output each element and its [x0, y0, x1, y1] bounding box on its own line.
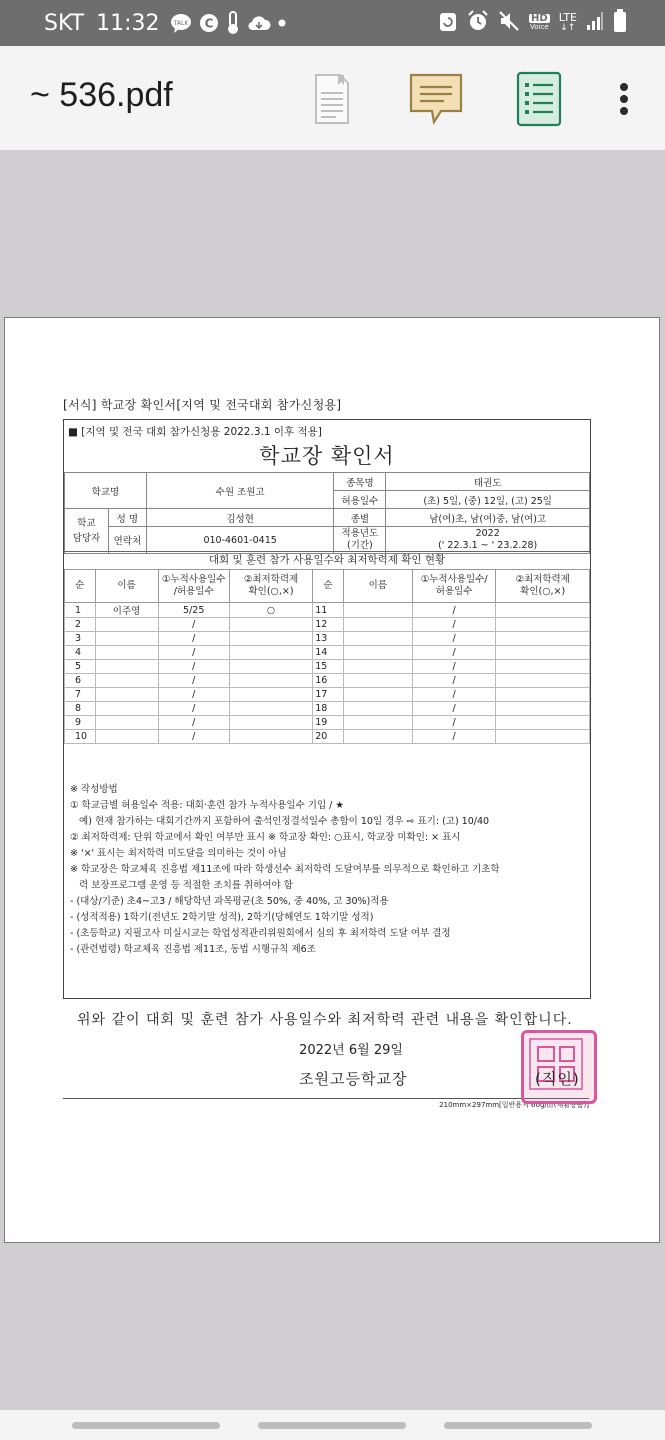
alarm-icon	[467, 10, 489, 36]
status-right	[438, 0, 627, 46]
row-min	[229, 618, 312, 632]
row-days-right: /	[412, 674, 495, 688]
row-number: 5	[65, 660, 96, 674]
carrier-label: SKT	[44, 10, 85, 36]
note-line: - (대상/기준) 초4~고3 / 해당학년 과목평균(초 50%, 중 40%, 고 30%)적용	[70, 896, 389, 907]
svg-text:C: C	[204, 16, 213, 31]
c-badge-icon	[199, 13, 219, 33]
name-value: 김성현	[146, 509, 334, 527]
comment-button[interactable]	[408, 70, 464, 128]
note-line: ※ 학교장은 학교체육 진흥법 제11조에 따라 학생선수 최저학력 도달여부를 의무적으로 확인하고 기초학	[70, 864, 500, 875]
row-name	[95, 646, 158, 660]
period-range: (' 22.3.1 ~ ' 23.2.28)	[438, 540, 538, 551]
table-row	[65, 730, 590, 744]
lte-label: LTE	[558, 11, 577, 24]
note-line: - (성적적용) 1학기(전년도 2학기말 성적), 2학기(당해연도 1학기말 성적)	[70, 912, 374, 923]
row-number: 4	[65, 646, 96, 660]
col-days: ①누적사용일수 /허용일수	[158, 570, 229, 603]
row-number-right: 15	[313, 660, 344, 674]
col-no-right: 순	[313, 570, 344, 603]
comment-icon	[408, 71, 464, 127]
row-number: 1	[65, 603, 96, 618]
row-min	[229, 632, 312, 646]
document-title: ~ 536.pdf	[30, 76, 173, 114]
more-vertical-icon	[619, 82, 629, 116]
row-days: /	[158, 702, 229, 716]
document-content	[63, 396, 599, 1110]
navigation-bar	[0, 1410, 665, 1440]
row-days: /	[158, 730, 229, 744]
row-name	[95, 688, 158, 702]
row-min-right	[496, 660, 590, 674]
row-days-right: /	[412, 632, 495, 646]
event-value: 태권도	[386, 473, 590, 491]
row-number: 10	[65, 730, 96, 744]
row-number-right: 19	[313, 716, 344, 730]
talk-icon	[170, 13, 192, 33]
issue-date: 2022년 6월 29일	[299, 1043, 403, 1058]
row-days: /	[158, 632, 229, 646]
paper-spec: 210mm×297mm[일반용지 60g/㎡(재활용품)]	[439, 1101, 589, 1109]
row-number-right: 18	[313, 702, 344, 716]
row-min	[229, 660, 312, 674]
row-days-right: /	[412, 646, 495, 660]
battery-icon	[613, 9, 627, 37]
form-box	[63, 419, 591, 999]
table-row	[65, 702, 590, 716]
svg-text:TALK: TALK	[173, 20, 188, 27]
footer-divider	[63, 1098, 589, 1099]
row-min-right	[496, 702, 590, 716]
page-view-button[interactable]	[308, 70, 356, 128]
row-number: 8	[65, 702, 96, 716]
row-days-right: /	[412, 660, 495, 674]
row-days-right: /	[412, 618, 495, 632]
form-caption: [서식] 학교장 확인서[지역 및 전국대회 참가신청용]	[63, 398, 342, 412]
row-name	[95, 730, 158, 744]
row-name-right	[343, 618, 412, 632]
row-min	[229, 702, 312, 716]
row-name	[95, 618, 158, 632]
row-name	[95, 632, 158, 646]
row-min-right	[496, 618, 590, 632]
row-days-right: /	[412, 603, 495, 618]
row-min-right	[496, 603, 590, 618]
table-row	[65, 716, 590, 730]
contact-label: 연락처	[108, 527, 146, 554]
row-name-right	[343, 674, 412, 688]
row-min	[229, 716, 312, 730]
status-left	[44, 0, 293, 46]
table-row	[65, 660, 590, 674]
note-line: 력 보장프로그램 운영 등 적절한 조치를 취하여야 함	[70, 880, 293, 891]
row-days: /	[158, 646, 229, 660]
row-number: 9	[65, 716, 96, 730]
row-days-right: /	[412, 702, 495, 716]
lte-icon	[559, 13, 577, 33]
row-name-right	[343, 702, 412, 716]
info-table	[64, 472, 590, 554]
row-min-right	[496, 632, 590, 646]
row-name-right	[343, 688, 412, 702]
row-min	[229, 730, 312, 744]
type-label: 종별	[334, 509, 386, 527]
row-name-right	[343, 632, 412, 646]
row-days-right: /	[412, 716, 495, 730]
pdf-page[interactable]	[4, 317, 660, 1243]
contact-value: 010-4601-0415	[146, 527, 334, 554]
pdf-viewer[interactable]	[0, 150, 665, 1410]
note-line: 예) 현재 참가하는 대회기간까지 포함하여 출석인정결석일수 총합이 10일 경우 ⇨ 표기: (고) 10/40	[70, 816, 490, 827]
official-seal	[521, 1030, 597, 1104]
table-row	[65, 674, 590, 688]
row-number-right: 14	[313, 646, 344, 660]
seal-label: (직인)	[535, 1070, 580, 1088]
notes-section	[70, 782, 590, 958]
note-line: - (관련법령) 학교체육 진흥법 제11조, 동법 시행규칙 제6조	[70, 944, 316, 955]
nav-recent-button[interactable]	[72, 1422, 220, 1429]
row-min-right	[496, 716, 590, 730]
row-number-right: 20	[313, 730, 344, 744]
row-number-right: 16	[313, 674, 344, 688]
allowed-days-value: (초) 5일, (중) 12일, (고) 25일	[386, 491, 590, 509]
note-line: ※ 작성방법	[70, 784, 118, 795]
row-min-right	[496, 688, 590, 702]
row-name-right	[343, 716, 412, 730]
row-name-right	[343, 730, 412, 744]
row-days: /	[158, 618, 229, 632]
col-days-right: ①누적사용일수/ 허용일수	[412, 570, 495, 603]
nav-back-button[interactable]	[444, 1422, 592, 1429]
period-label: 적용년도 (기간)	[334, 527, 386, 554]
col-min: ②최저학력제 확인(○,×)	[229, 570, 312, 603]
hd-label: HD	[531, 13, 548, 24]
row-min: ○	[229, 603, 312, 618]
participation-table	[64, 569, 590, 744]
principal-name: 조원고등학교장	[299, 1070, 408, 1088]
row-number: 7	[65, 688, 96, 702]
hd-voice-icon	[529, 14, 550, 32]
table-row	[65, 688, 590, 702]
app-bar	[0, 46, 665, 151]
table-row	[65, 632, 590, 646]
row-name	[95, 702, 158, 716]
row-days-right: /	[412, 688, 495, 702]
row-name: 이주영	[95, 603, 158, 618]
outline-icon	[516, 71, 562, 127]
recycle-icon	[438, 10, 458, 36]
school-name: 수원 조원고	[146, 473, 334, 509]
table-row	[65, 618, 590, 632]
form-header: ■ [지역 및 전국 대회 참가신청용 2022.3.1 이후 적용]	[68, 426, 322, 438]
row-min	[229, 646, 312, 660]
table-row	[65, 603, 590, 618]
name-label: 성 명	[108, 509, 146, 527]
note-line: ② 최저학력제: 단위 학교에서 확인 여부만 표시 ※ 학교장 확인: ○표시, 학교장 미확인: × 표시	[70, 832, 461, 843]
cloud-icon	[247, 14, 271, 32]
row-number-right: 11	[313, 603, 344, 618]
col-name-right: 이름	[343, 570, 412, 603]
row-name-right	[343, 660, 412, 674]
row-number: 6	[65, 674, 96, 688]
row-days: /	[158, 688, 229, 702]
col-no: 순	[65, 570, 96, 603]
confirmation-statement: 위와 같이 대회 및 훈련 참가 사용일수와 최저학력 관련 내용을 확인합니다.	[77, 1012, 573, 1028]
row-days-right: /	[412, 730, 495, 744]
row-name	[95, 660, 158, 674]
row-name	[95, 674, 158, 688]
row-number: 2	[65, 618, 96, 632]
row-number-right: 12	[313, 618, 344, 632]
period-value	[386, 527, 590, 554]
type-value: 남(여)초, 남(여)중, 남(여)고	[386, 509, 590, 527]
voice-label: Voice	[530, 23, 549, 31]
page-view-icon	[310, 71, 354, 127]
row-name	[95, 716, 158, 730]
mute-icon	[498, 10, 520, 36]
row-days: /	[158, 660, 229, 674]
clock: 11:32	[96, 10, 160, 36]
row-min	[229, 674, 312, 688]
signal-icon	[586, 11, 604, 35]
note-line: ① 학교급별 허용일수 적용: 대회·훈련 참가 누적사용일수 기입 / ★	[70, 800, 344, 811]
row-min-right	[496, 674, 590, 688]
nav-home-button[interactable]	[258, 1422, 406, 1429]
section-title: 대회 및 훈련 참가 사용일수와 최저학력제 확인 현황	[64, 551, 590, 570]
row-min-right	[496, 730, 590, 744]
row-days: /	[158, 716, 229, 730]
note-line: - (초등학교) 지필고사 미실시교는 학업성적관리위원회에서 심의 후 최저학력 도달 여부 결정	[70, 928, 451, 939]
row-days: 5/25	[158, 603, 229, 618]
school-label: 학교명	[65, 473, 147, 509]
lte-arrows: ↓↑	[560, 23, 576, 33]
form-title: 학교장 확인서	[259, 444, 395, 468]
more-options-button[interactable]	[604, 70, 644, 128]
outline-button[interactable]	[515, 70, 563, 128]
note-line: ※ '×' 표시는 최저학력 미도달을 의미하는 것이 아님	[70, 848, 287, 859]
event-label: 종목명	[334, 473, 386, 491]
row-number-right: 13	[313, 632, 344, 646]
row-name-right	[343, 603, 412, 618]
col-name: 이름	[95, 570, 158, 603]
row-min-right	[496, 646, 590, 660]
period-year: 2022	[475, 528, 500, 539]
row-name-right	[343, 646, 412, 660]
allowed-days-label: 허용일수	[334, 491, 386, 509]
manager-label: 학교 담당자	[65, 509, 109, 554]
thermometer-icon	[226, 11, 240, 35]
col-min-right: ②최저학력제 확인(○,×)	[496, 570, 590, 603]
row-days: /	[158, 674, 229, 688]
row-min	[229, 688, 312, 702]
table-row	[65, 646, 590, 660]
principal-line	[63, 1066, 599, 1094]
status-bar	[0, 0, 665, 46]
row-number-right: 17	[313, 688, 344, 702]
dot-icon	[278, 19, 286, 27]
row-number: 3	[65, 632, 96, 646]
